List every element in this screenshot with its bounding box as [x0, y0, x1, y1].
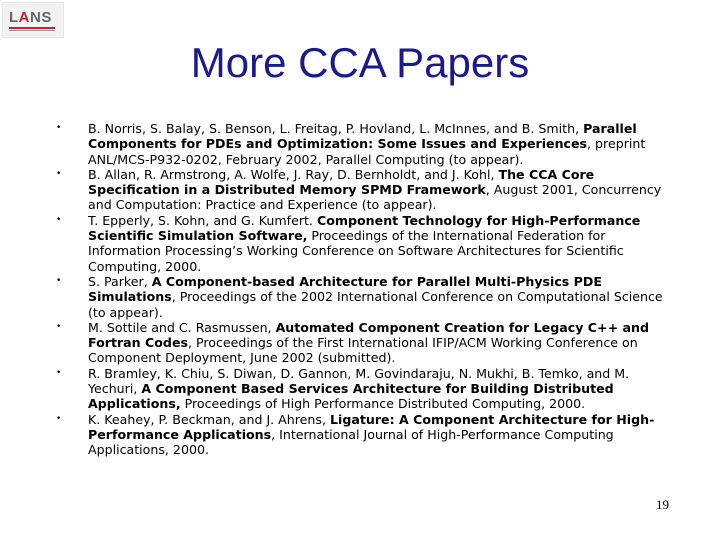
logo-text-part1: L — [9, 9, 19, 26]
reference-venue: , International Journal of High-Performance Computing Applications, 2000. — [88, 426, 614, 458]
reference-title: Parallel Components for PDEs and Optimization: Some Issues and Experiences — [88, 121, 637, 152]
slide-title: More CCA Papers — [190, 39, 530, 86]
page-number: 19 — [656, 497, 669, 512]
bullet-icon: • — [56, 321, 62, 332]
reference-item — [52, 121, 677, 167]
bullet-icon: • — [56, 413, 62, 424]
logo-subline — [9, 30, 55, 31]
reference-venue: , Proceedings of the 2002 International Conference on Computational Science (to appear). — [88, 289, 663, 320]
reference-text — [88, 213, 640, 274]
reference-title: The CCA Core Specification in a Distributed Memory SPMD Framework — [88, 166, 595, 198]
logo-text-accent: A — [18, 9, 31, 26]
reference-title: Automated Component Creation for Legacy C++ and Fortran Codes — [88, 319, 649, 351]
reference-venue: Proceedings of the International Federation for Information Processing’s Working Conference on Software Architectures for Scientific Computing, 2000. — [88, 228, 624, 274]
reference-venue: Proceedings of High Performance Distributed Computing, 2000. — [180, 396, 586, 412]
reference-venue: , August 2001, Concurrency and Computation: Practice and Experience (to appear). — [88, 182, 662, 213]
reference-venue: , Proceedings of the First International IFIP/ACM Working Conference on Component Deployment, June 2002 (submitted). — [88, 335, 638, 366]
reference-title: Component Technology for High-Performance Scientific Simulation Software, — [88, 212, 641, 244]
bullet-icon: • — [56, 214, 62, 225]
reference-authors: K. Keahey, P. Beckman, and J. Ahrens, — [88, 411, 330, 427]
reference-title: A Component Based Services Architecture for Building Distributed Applications, — [88, 381, 614, 412]
bullet-icon: • — [56, 367, 62, 378]
reference-authors: R. Bramley, K. Chiu, S. Diwan, D. Gannon, M. Govindaraju, N. Mukhi, B. Temko, and M. Yechuri, — [88, 365, 630, 397]
reference-venue: , preprint ANL/MCS-P932-0202, February 2002, Parallel Computing (to appear). — [88, 136, 646, 167]
reference-text — [88, 121, 645, 167]
reference-text — [88, 167, 661, 213]
bullet-icon: • — [56, 168, 62, 179]
logo-text — [9, 9, 52, 26]
reference-item — [52, 213, 677, 274]
lans-logo — [2, 2, 64, 38]
reference-text — [88, 412, 654, 458]
reference-item — [52, 412, 677, 458]
reference-authors: B. Norris, S. Balay, S. Benson, L. Freitag, P. Hovland, L. McInnes, and B. Smith, — [88, 121, 584, 136]
bullet-icon: • — [56, 275, 62, 286]
reference-item — [52, 366, 677, 412]
reference-authors: M. Sottile and C. Rasmussen, — [88, 319, 276, 335]
reference-item — [52, 274, 677, 320]
bullet-icon: • — [56, 123, 62, 133]
reference-text — [88, 274, 663, 320]
reference-text — [88, 366, 629, 412]
reference-item — [52, 320, 677, 366]
reference-authors: T. Epperly, S. Kohn, and G. Kumfert. — [88, 212, 317, 228]
reference-title: Ligature: A Component Architecture for High-Performance Applications — [88, 411, 655, 442]
reference-authors: B. Allan, R. Armstrong, A. Wolfe, J. Ray, D. Bernholdt, and J. Kohl, — [88, 166, 499, 182]
reference-list — [52, 121, 677, 458]
logo-text-part2: NS — [30, 9, 52, 26]
reference-item — [52, 167, 677, 213]
logo-underline — [9, 27, 55, 29]
reference-text — [88, 320, 649, 366]
reference-authors: S. Parker, — [88, 273, 152, 289]
reference-title: A Component-based Architecture for Parallel Multi-Physics PDE Simulations — [88, 273, 602, 305]
